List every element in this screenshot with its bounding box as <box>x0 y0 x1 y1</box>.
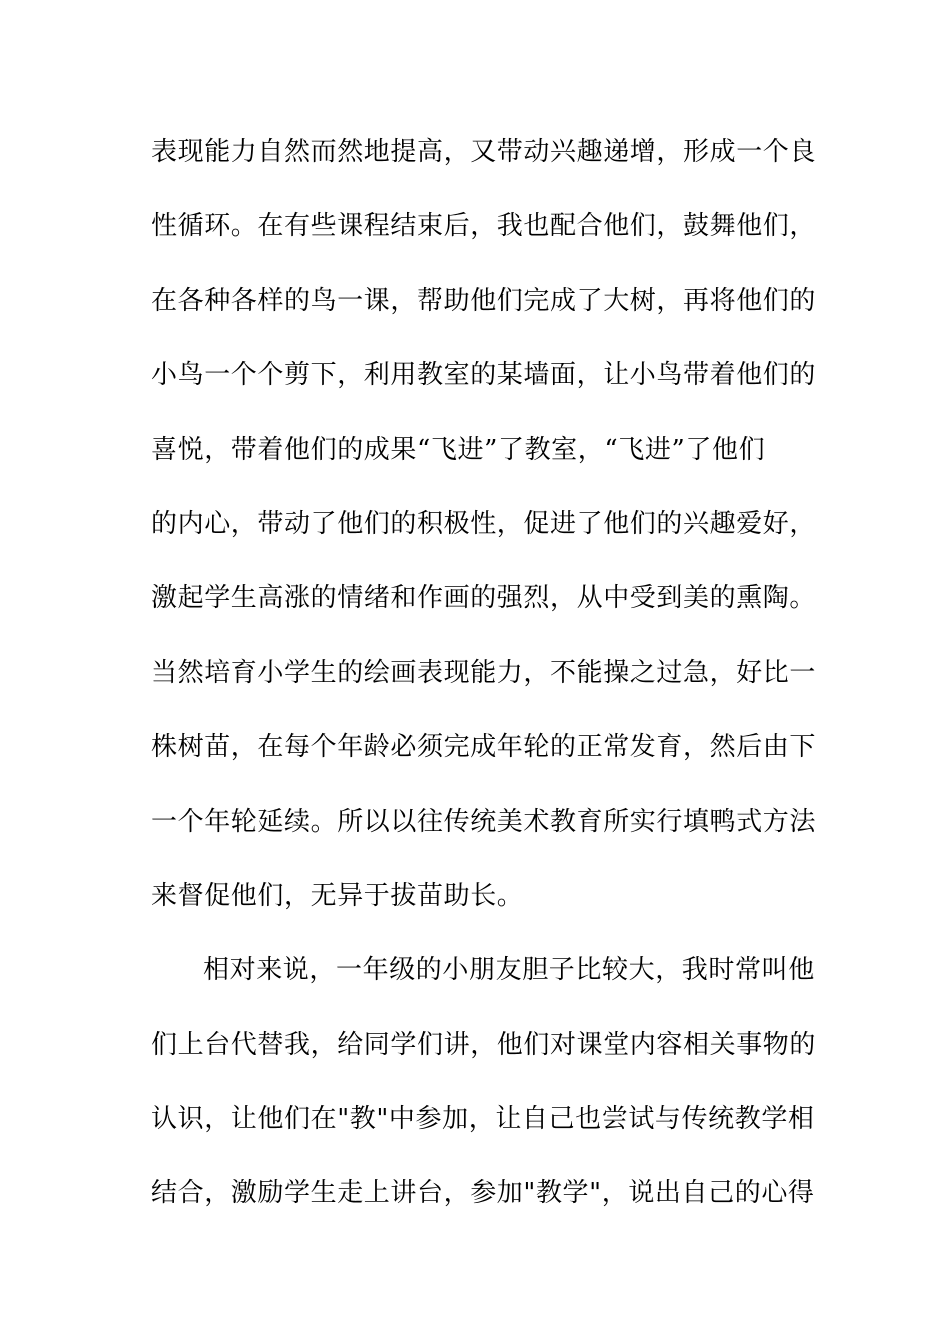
text-line-4: 小鸟一个个剪下，利用教室的某墙面，让小鸟带着他们的 <box>151 360 817 391</box>
body-text <box>151 122 817 1238</box>
text-line-8: 当然培育小学生的绘画表现能力，不能操之过急，好比一 <box>151 657 817 688</box>
text-line-14: 认识，让他们在"教"中参加，让自己也尝试与传统教学相 <box>151 1104 815 1135</box>
text-line-5: 喜悦，带着他们的成果“飞进”了教室，“飞进”了他们 <box>151 434 766 465</box>
text-line-12-paragraph-start: 相对来说，一年级的小朋友胆子比较大，我时常叫他 <box>203 955 815 986</box>
text-line-7: 激起学生高涨的情绪和作画的强烈，从中受到美的熏陶。 <box>151 583 817 614</box>
text-line-1: 表现能力自然而然地提高，又带动兴趣递增，形成一个良 <box>151 137 817 167</box>
text-line-11: 来督促他们，无异于拔苗助长。 <box>151 880 524 911</box>
text-line-9: 株树苗，在每个年龄必须完成年轮的正常发育，然后由下 <box>151 732 817 763</box>
text-line-10: 一个年轮延续。所以以往传统美术教育所实行填鸭式方法 <box>151 806 817 837</box>
text-line-6: 的内心，带动了他们的积极性，促进了他们的兴趣爱好， <box>151 508 817 539</box>
text-line-3: 在各种各样的鸟一课，帮助他们完成了大树，再将他们的 <box>151 285 817 316</box>
text-line-13: 们上台代替我，给同学们讲，他们对课堂内容相关事物的 <box>151 1029 817 1060</box>
text-line-15: 结合，激励学生走上讲台，参加"教学"，说出自己的心得 <box>151 1178 815 1209</box>
text-line-2: 性循环。在有些课程结束后，我也配合他们，鼓舞他们， <box>151 211 817 242</box>
